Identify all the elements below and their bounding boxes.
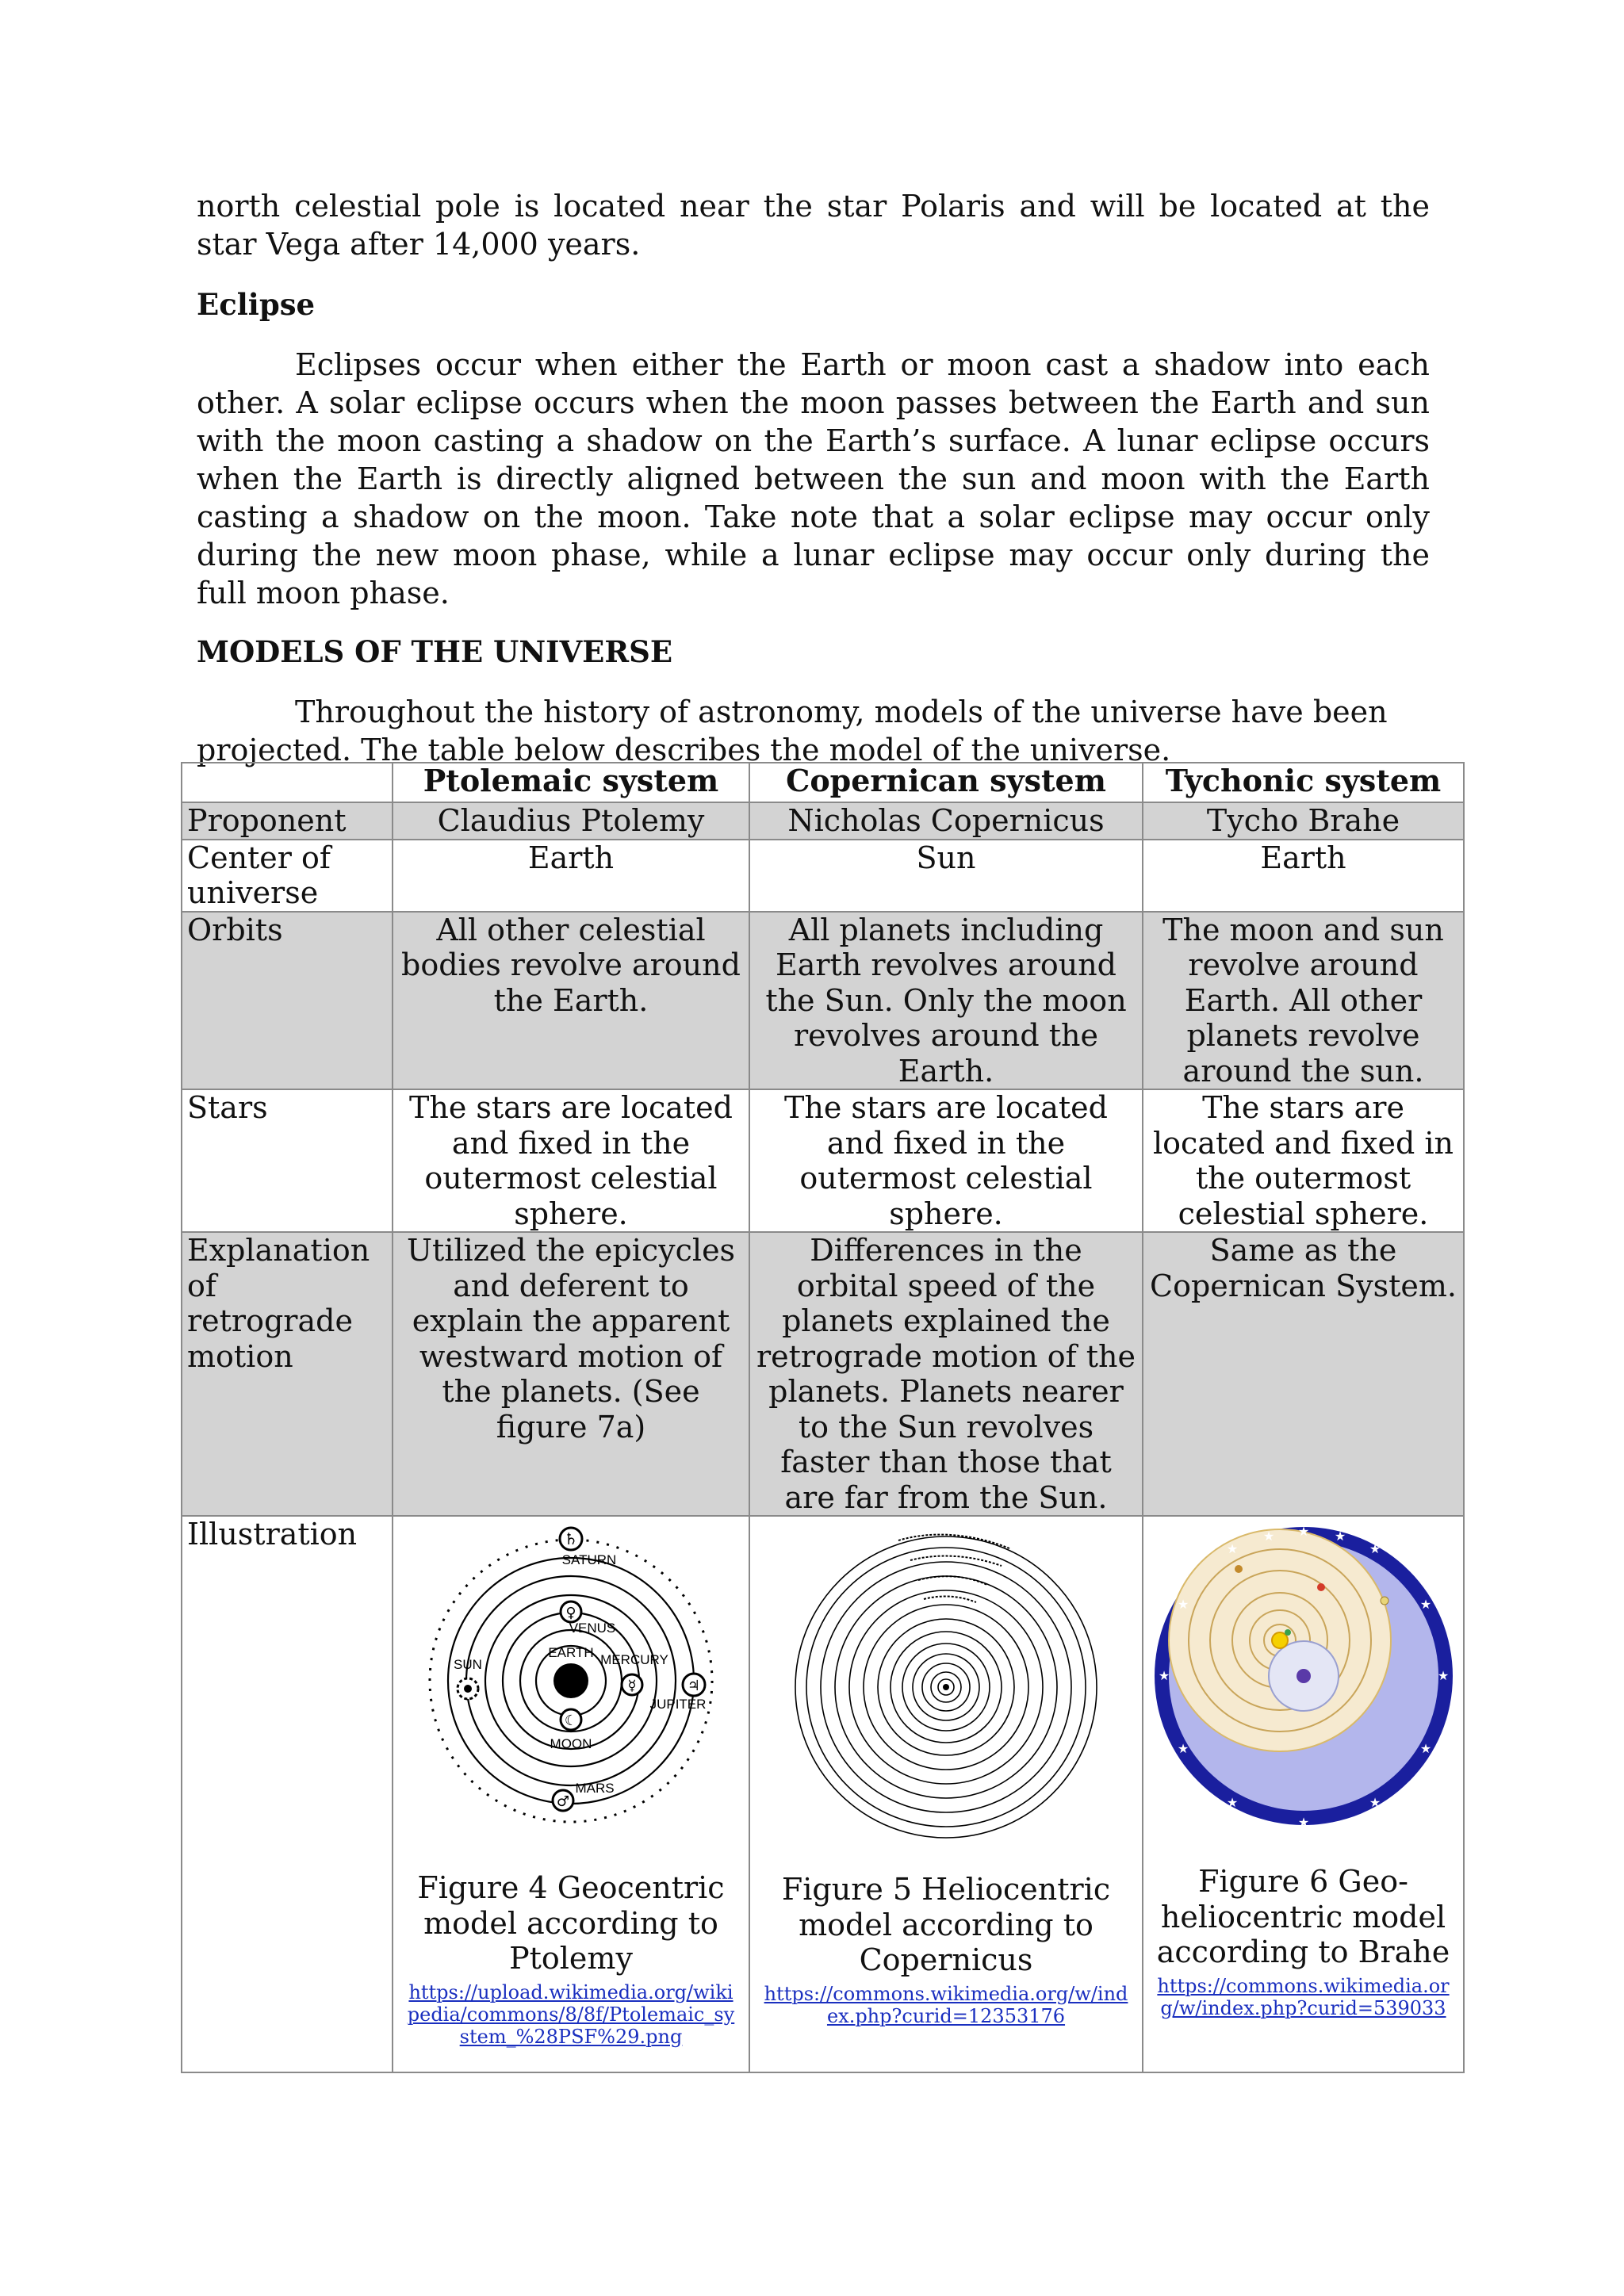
row-label: Stars: [182, 1089, 393, 1232]
planet-icon: [1285, 1629, 1291, 1636]
label-earth: EARTH: [548, 1645, 594, 1660]
planet-icon: [1381, 1597, 1388, 1605]
figure-6-caption: Figure 6 Geo-heliocentric model according to Brahe: [1156, 1864, 1450, 1969]
label-sun: SUN: [454, 1657, 482, 1672]
models-heading: MODELS OF THE UNIVERSE: [197, 634, 673, 669]
svg-text:★: ★: [1226, 1541, 1238, 1556]
earth-icon: [553, 1663, 588, 1698]
svg-text:★: ★: [1334, 1529, 1346, 1544]
latin-inscriptions-decoration: [898, 1535, 1009, 1602]
jupiter-icon: [683, 1674, 705, 1696]
table-row-stars: [182, 1089, 1464, 1232]
row-label: Orbits: [182, 912, 393, 1090]
table-cell: The stars are located and fixed in the outermost celestial sphere.: [1143, 1089, 1464, 1232]
svg-text:★: ★: [1262, 1529, 1274, 1544]
figure-6-link[interactable]: https://commons.wikimedia.org/w/index.php?curid=539033: [1157, 1974, 1450, 2019]
header-ptolemaic: Ptolemaic system: [393, 763, 749, 802]
planet-icon: [1235, 1565, 1243, 1573]
label-saturn: SATURN: [561, 1552, 617, 1567]
sun-center-icon: [943, 1684, 949, 1690]
svg-text:★: ★: [1177, 1597, 1189, 1612]
table-cell: Differences in the orbital speed of the planets explained the retrograde motion of the planets. Planets nearer to the Sun revolves faster than those that are far from the Sun.: [749, 1232, 1143, 1516]
row-label: Explanation of retrograde motion: [182, 1232, 393, 1516]
table-cell: Same as the Copernican System.: [1143, 1232, 1464, 1516]
tychonic-diagram: [1153, 1521, 1454, 1831]
table-cell: The stars are located and fixed in the outermost celestial sphere.: [393, 1089, 749, 1232]
table-row-illustration: [182, 1516, 1464, 2072]
table-cell: All planets including Earth revolves around the Sun. Only the moon revolves around the Earth.: [749, 912, 1143, 1090]
svg-text:☿: ☿: [627, 1678, 637, 1694]
moon-icon: [561, 1709, 581, 1730]
header-copernican: Copernican system: [749, 763, 1143, 802]
svg-text:★: ★: [1226, 1795, 1238, 1810]
venus-icon: [561, 1601, 581, 1622]
figure-copernican-cell: [749, 1516, 1143, 2072]
mars-icon: [553, 1790, 573, 1811]
saturn-icon: [560, 1528, 582, 1550]
label-moon: MOON: [550, 1736, 592, 1751]
svg-text:♀: ♀: [565, 1605, 576, 1621]
copernican-diagram: [779, 1517, 1113, 1850]
figure-4-caption: Figure 4 Geocentric model according to Ptolemy: [417, 1870, 725, 1976]
table-cell: Nicholas Copernicus: [749, 802, 1143, 840]
table-cell: The stars are located and fixed in the outermost celestial sphere.: [749, 1089, 1143, 1232]
svg-text:♃: ♃: [687, 1678, 701, 1694]
eclipse-paragraph: Eclipses occur when either the Earth or moon cast a shadow into each other. A solar eclipse occurs when the moon passes between the Earth and sun with the moon casting a shadow on the Earth’s surface. A lunar eclipse occurs when the Earth is directly aligned between the sun and moon with the Earth casting a shadow on the moon. Take note that a solar eclipse may occur only during the new moon phase, while a lunar eclipse may occur only during the full moon phase.: [197, 347, 1430, 610]
table-cell: Claudius Ptolemy: [393, 802, 749, 840]
page-body: [197, 187, 1430, 769]
svg-text:★: ★: [1177, 1741, 1189, 1756]
models-paragraph: Throughout the history of astronomy, models of the universe have been projected. The table below describes the model of the universe.: [197, 695, 1388, 767]
figure-tychonic-cell: [1143, 1516, 1464, 2072]
table-cell: Tycho Brahe: [1143, 802, 1464, 840]
table-cell: The moon and sun revolve around Earth. All other planets revolve around the sun.: [1143, 912, 1464, 1090]
svg-text:★: ★: [1437, 1668, 1449, 1683]
mercury-icon: [622, 1674, 642, 1695]
header-cell: [182, 763, 393, 802]
table-row-orbits: [182, 912, 1464, 1090]
row-label: Center of universe: [182, 840, 393, 912]
models-table: [181, 762, 1465, 2073]
table-cell: Earth: [1143, 840, 1464, 912]
label-mars: MARS: [575, 1781, 615, 1796]
svg-text:☾: ☾: [564, 1712, 578, 1729]
earth-icon: [1297, 1669, 1311, 1683]
svg-text:♂: ♂: [556, 1793, 570, 1810]
svg-text:★: ★: [1369, 1795, 1381, 1810]
row-label: Proponent: [182, 802, 393, 840]
row-label: Illustration: [182, 1516, 393, 2072]
figure-ptolemaic-cell: [393, 1516, 749, 2072]
table-row-center: [182, 840, 1464, 912]
figure-5-link[interactable]: https://commons.wikimedia.org/w/index.php?curid=12353176: [764, 1982, 1128, 2027]
svg-text:♄: ♄: [564, 1529, 578, 1548]
table-cell: Sun: [749, 840, 1143, 912]
svg-text:★: ★: [1158, 1668, 1170, 1683]
label-jupiter: JUPITER: [649, 1697, 707, 1712]
svg-text:★: ★: [1297, 1524, 1309, 1539]
svg-text:★: ★: [1419, 1741, 1431, 1756]
sun-icon: [458, 1678, 478, 1699]
figure-4-link[interactable]: https://upload.wikimedia.org/wikipedia/commons/8/8f/Ptolemaic_system_%28PSF%29.png: [407, 1980, 735, 2048]
table-row-retrograde: [182, 1232, 1464, 1516]
ptolemaic-diagram: [424, 1518, 718, 1835]
table-cell: Earth: [393, 840, 749, 912]
figure-5-caption: Figure 5 Heliocentric model according to Copernicus: [781, 1872, 1111, 1977]
planet-icon: [1317, 1583, 1325, 1591]
label-venus: VENUS: [569, 1621, 616, 1636]
header-tychonic: Tychonic system: [1143, 763, 1464, 802]
sun-icon: [1272, 1632, 1288, 1648]
svg-text:★: ★: [1369, 1541, 1381, 1556]
table-header-row: [182, 763, 1464, 802]
table-cell: All other celestial bodies revolve around the Earth.: [393, 912, 749, 1090]
svg-text:★: ★: [1419, 1597, 1431, 1612]
table-row-proponent: [182, 802, 1464, 840]
label-mercury: MERCURY: [600, 1652, 668, 1667]
svg-text:★: ★: [1297, 1815, 1309, 1830]
eclipse-heading: Eclipse: [197, 287, 316, 322]
intro-paragraph: north celestial pole is located near the star Polaris and will be located at the star Vega after 14,000 years.: [197, 189, 1430, 262]
table-cell: Utilized the epicycles and deferent to explain the apparent westward motion of the planets. (See figure 7a): [393, 1232, 749, 1516]
